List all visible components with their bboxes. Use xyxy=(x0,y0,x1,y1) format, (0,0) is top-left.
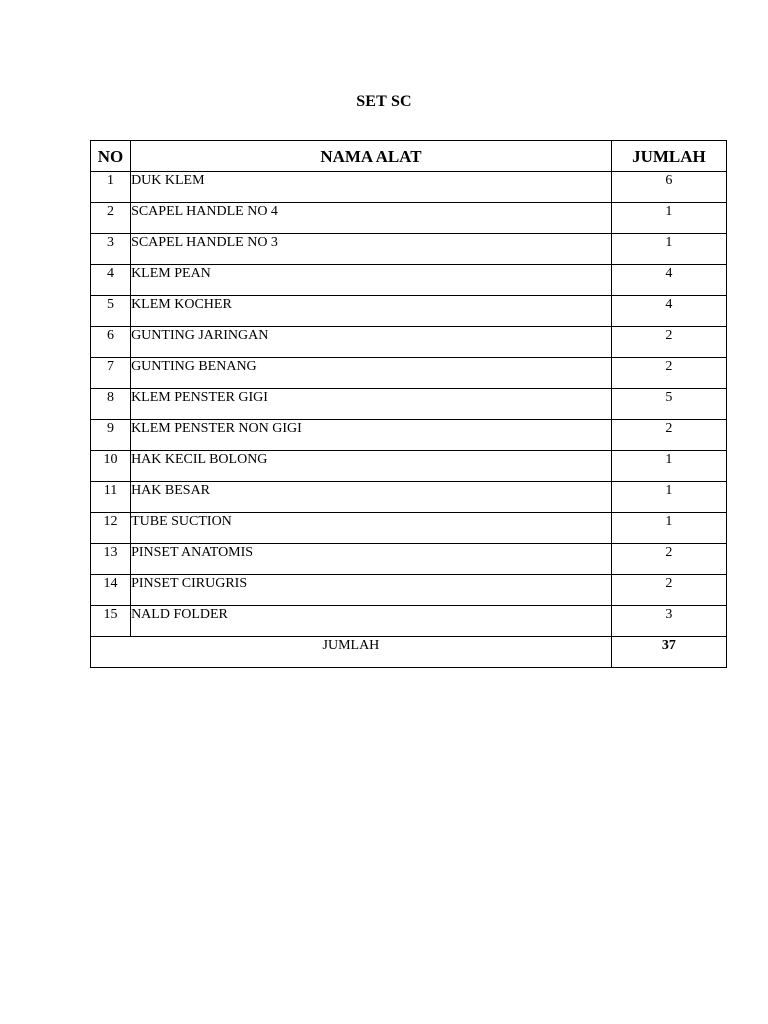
row-number: 9 xyxy=(91,420,131,451)
table-row xyxy=(91,358,727,389)
header-no: NO xyxy=(91,141,131,172)
row-number: 8 xyxy=(91,389,131,420)
item-quantity: 2 xyxy=(611,575,726,606)
table-row xyxy=(91,451,727,482)
item-name: HAK KECIL BOLONG xyxy=(131,451,612,482)
item-name: KLEM PENSTER NON GIGI xyxy=(131,420,612,451)
row-number: 10 xyxy=(91,451,131,482)
table-row xyxy=(91,544,727,575)
item-name: GUNTING JARINGAN xyxy=(131,327,612,358)
total-row xyxy=(91,637,727,668)
table-body xyxy=(91,172,727,637)
item-name: HAK BESAR xyxy=(131,482,612,513)
total-label: JUMLAH xyxy=(91,637,612,668)
row-number: 4 xyxy=(91,265,131,296)
item-quantity: 5 xyxy=(611,389,726,420)
row-number: 11 xyxy=(91,482,131,513)
table-row xyxy=(91,482,727,513)
table-row xyxy=(91,296,727,327)
item-quantity: 1 xyxy=(611,203,726,234)
item-name: SCAPEL HANDLE NO 3 xyxy=(131,234,612,265)
table-row xyxy=(91,575,727,606)
item-name: NALD FOLDER xyxy=(131,606,612,637)
header-qty: JUMLAH xyxy=(611,141,726,172)
item-name: PINSET CIRUGRIS xyxy=(131,575,612,606)
item-quantity: 1 xyxy=(611,234,726,265)
table-row xyxy=(91,420,727,451)
table-row xyxy=(91,389,727,420)
item-name: GUNTING BENANG xyxy=(131,358,612,389)
item-name: KLEM PENSTER GIGI xyxy=(131,389,612,420)
item-name: KLEM PEAN xyxy=(131,265,612,296)
total-value: 37 xyxy=(611,637,726,668)
item-name: DUK KLEM xyxy=(131,172,612,203)
table-row xyxy=(91,203,727,234)
table-row xyxy=(91,513,727,544)
table-row xyxy=(91,327,727,358)
item-quantity: 6 xyxy=(611,172,726,203)
item-quantity: 1 xyxy=(611,482,726,513)
item-quantity: 1 xyxy=(611,513,726,544)
header-name: NAMA ALAT xyxy=(131,141,612,172)
item-quantity: 2 xyxy=(611,327,726,358)
row-number: 1 xyxy=(91,172,131,203)
item-quantity: 2 xyxy=(611,358,726,389)
item-quantity: 2 xyxy=(611,420,726,451)
row-number: 15 xyxy=(91,606,131,637)
item-quantity: 3 xyxy=(611,606,726,637)
table-row xyxy=(91,234,727,265)
item-name: KLEM KOCHER xyxy=(131,296,612,327)
row-number: 12 xyxy=(91,513,131,544)
table-row xyxy=(91,606,727,637)
table-row xyxy=(91,265,727,296)
table-row xyxy=(91,172,727,203)
item-quantity: 2 xyxy=(611,544,726,575)
instrument-table xyxy=(90,140,727,668)
row-number: 3 xyxy=(91,234,131,265)
item-name: PINSET ANATOMIS xyxy=(131,544,612,575)
row-number: 6 xyxy=(91,327,131,358)
table-header-row xyxy=(91,141,727,172)
item-name: TUBE SUCTION xyxy=(131,513,612,544)
row-number: 13 xyxy=(91,544,131,575)
row-number: 5 xyxy=(91,296,131,327)
item-name: SCAPEL HANDLE NO 4 xyxy=(131,203,612,234)
row-number: 2 xyxy=(91,203,131,234)
row-number: 14 xyxy=(91,575,131,606)
item-quantity: 4 xyxy=(611,265,726,296)
row-number: 7 xyxy=(91,358,131,389)
item-quantity: 4 xyxy=(611,296,726,327)
item-quantity: 1 xyxy=(611,451,726,482)
page-title: SET SC xyxy=(356,93,412,110)
